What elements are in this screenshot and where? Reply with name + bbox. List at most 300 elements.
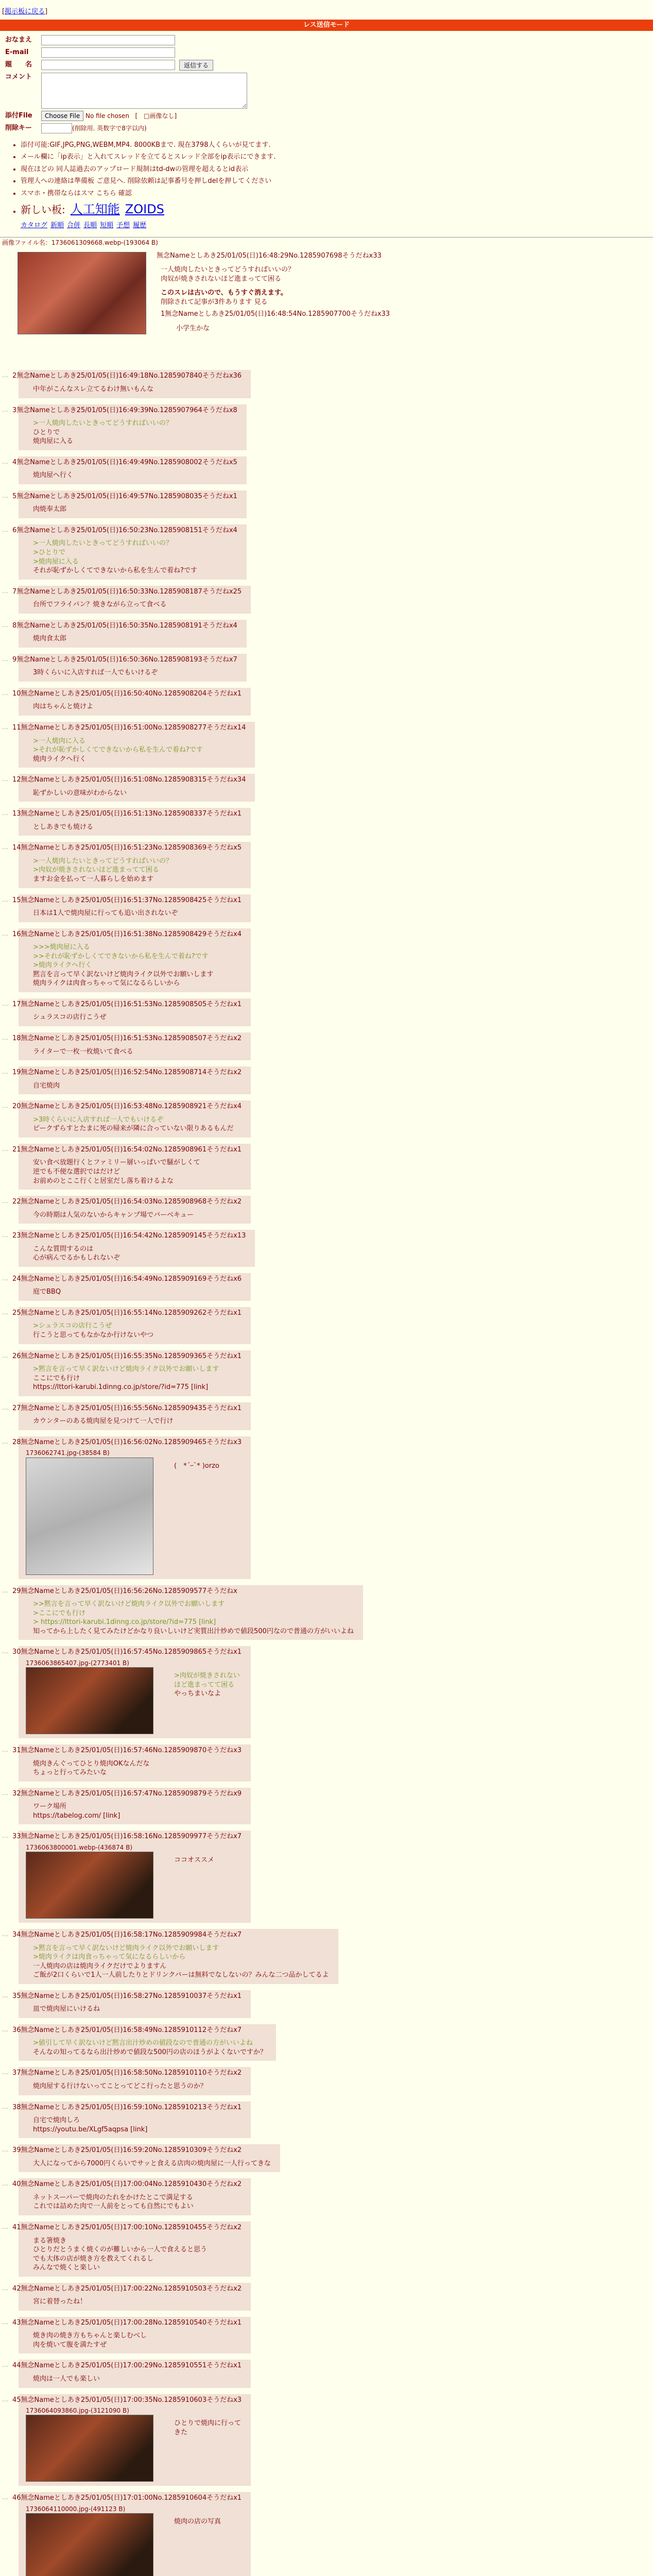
reply-row xyxy=(2,404,653,450)
reply-indent: … xyxy=(2,457,8,465)
op-line: 一人焼肉したいときってどうすればいいの？ xyxy=(161,266,295,274)
reply-body xyxy=(33,2193,242,2211)
reply-post xyxy=(12,2317,251,2354)
reply-line: >一人焼肉したいときってどうすればいいの？ xyxy=(33,857,173,865)
reply-header[interactable]: 40無念Nameとしあき25/01/05(日)17:00:04No.1285910430そうだねx2 xyxy=(12,2180,242,2189)
reply-line: ひとりで焼肉に行ってきた xyxy=(174,2419,242,2436)
reply-post xyxy=(12,1990,251,2018)
reply-post xyxy=(12,1788,251,1825)
reply-header[interactable]: 27無念Nameとしあき25/01/05(日)16:55:56No.1285909435そうだねx1 xyxy=(12,1404,242,1412)
reply-post xyxy=(12,2492,251,2576)
reply-line: 焼肉食太郎 xyxy=(33,635,67,643)
reply-row xyxy=(2,1744,653,1782)
reply-row xyxy=(2,1196,653,1224)
reply-body xyxy=(33,1081,242,1091)
reply-header[interactable]: 22無念Nameとしあき25/01/05(日)16:54:03No.1285908968そうだねx2 xyxy=(12,1198,242,1206)
reply-body xyxy=(33,1115,242,1133)
reply-post xyxy=(12,370,251,398)
reply-line: ライターで一枚一枚焼いて食べる xyxy=(33,1047,133,1056)
reply-header[interactable]: 16無念Nameとしあき25/01/05(日)16:51:38No.1285908429そうだねx4 xyxy=(12,930,242,938)
reply-indent: … xyxy=(2,1586,8,1594)
reply-row xyxy=(2,524,653,580)
post-form xyxy=(0,35,653,133)
reply-post xyxy=(12,1929,338,1984)
reply-line: https://youtu.be/XLgf5aqpsa [link] xyxy=(33,2125,148,2133)
reply-header[interactable]: 25無念Nameとしあき25/01/05(日)16:55:14No.1285909262そうだねx1 xyxy=(12,1309,242,1317)
reply-line: やっちまいなよ xyxy=(174,1690,221,1698)
reply-line: >シュラスコの店行こうぜ xyxy=(33,1322,112,1330)
reply-line: > https://lttori-karubi.1dinng.co.jp/store/?id=775 [link] xyxy=(33,1618,216,1626)
reply-header[interactable]: 23無念Nameとしあき25/01/05(日)16:54:42No.1285909145そうだねx13 xyxy=(12,1232,246,1240)
reply-indent: … xyxy=(2,895,8,903)
reply-row xyxy=(2,2492,653,2576)
reply-body xyxy=(33,737,246,764)
reply-indent: … xyxy=(2,1746,8,1753)
reply-row xyxy=(2,1990,653,2018)
reply-header[interactable]: 24無念Nameとしあき25/01/05(日)16:54:49No.1285909169そうだねx6 xyxy=(12,1275,242,1283)
reply-indent: … xyxy=(2,2494,8,2501)
reply-header[interactable]: 17無念Nameとしあき25/01/05(日)16:51:53No.1285908505そうだねx1 xyxy=(12,1000,242,1008)
reply-body xyxy=(33,857,242,884)
reply-post xyxy=(12,1402,251,1430)
reply-row xyxy=(2,894,653,922)
reply-row xyxy=(2,1436,653,1579)
reply-line: まる箸焼き xyxy=(33,2236,67,2245)
reply-post xyxy=(12,2283,251,2311)
reply-header[interactable]: 14無念Nameとしあき25/01/05(日)16:51:23No.1285908369そうだねx5 xyxy=(12,844,242,852)
reply-post xyxy=(12,2222,251,2277)
reply-indent: … xyxy=(2,689,8,697)
subject-input[interactable] xyxy=(41,60,175,70)
reply-indent: … xyxy=(2,1437,8,1445)
reply-file-name[interactable]: 1736062741.jpg-(38584 B) xyxy=(26,1449,110,1457)
reply-row xyxy=(2,2222,653,2277)
reply-body xyxy=(33,1287,242,1297)
reply-body xyxy=(33,823,242,832)
reply-indent: … xyxy=(2,1930,8,1938)
thread xyxy=(0,239,653,2576)
reply-row xyxy=(2,2178,653,2215)
sort-merge-link[interactable]: 合併 xyxy=(67,221,81,229)
reply-body xyxy=(33,668,237,677)
reply-line: 焼肉の店の写真 xyxy=(174,2517,221,2526)
email-input[interactable] xyxy=(41,47,175,58)
reply-line: >値引して早く訳ないけど黙言出汁炒めの値段なので普通の方がいいよね xyxy=(33,2039,253,2047)
no-image-option[interactable]: [ □画像なし] xyxy=(135,112,177,120)
reply-indent: … xyxy=(2,405,8,413)
reply-line: 庭でBBQ xyxy=(33,1288,61,1296)
reply-file-name[interactable]: 1736063800001.webp-(436874 B) xyxy=(26,1843,133,1851)
reply-post xyxy=(12,1196,251,1224)
back-to-board-link[interactable]: 掲示板に戻る xyxy=(5,8,45,15)
reply-body xyxy=(33,2005,242,2014)
reply-thumbnail[interactable] xyxy=(26,1458,153,1575)
reply-body xyxy=(33,539,237,575)
reply-indent: … xyxy=(2,1102,8,1110)
reply-indent: … xyxy=(2,1231,8,1239)
board-rules xyxy=(21,141,653,230)
reply-file-name[interactable]: 1736064110000.jpg-(491123 B) xyxy=(26,2505,126,2513)
reply-header[interactable]: 21無念Nameとしあき25/01/05(日)16:54:02No.1285908961そうだねx1 xyxy=(12,1145,242,1154)
reply-indent: … xyxy=(2,929,8,937)
reply-row xyxy=(2,1350,653,1396)
reply-indent: … xyxy=(2,1068,8,1076)
reply-row xyxy=(2,456,653,484)
reply-header[interactable]: 3無念Nameとしあき25/01/05(日)16:49:39No.1285907964そうだねx8 xyxy=(12,406,237,414)
reply-line: >>それが恥ずかしくてできないから私を生んで着ね?です xyxy=(33,952,209,960)
reply-line: 焼肉屋へ行く xyxy=(33,471,74,480)
reply-indent: … xyxy=(2,1991,8,1999)
reply-row xyxy=(2,370,653,398)
op-line: 削除されて記事が3件あります 見る xyxy=(161,298,268,306)
reply-line: 宮に着替ったね！ xyxy=(33,2298,87,2306)
reply-post xyxy=(12,808,251,836)
reply-row xyxy=(2,586,653,614)
reply-indent: … xyxy=(2,655,8,663)
reply-post xyxy=(12,2144,280,2172)
reply-line: >黙言を言って早く訳ないけど焼肉ライク以外でお願いします xyxy=(33,1365,219,1374)
reply-thumbnail[interactable] xyxy=(26,2415,153,2482)
back-link-bar: [掲示板に戻る] xyxy=(2,8,48,15)
reply-header[interactable]: 12無念Nameとしあき25/01/05(日)16:51:08No.1285908315そうだねx34 xyxy=(12,776,246,784)
reply-line: ご飯が2口くらいで1人一人前したりとドリンクバーは無料でなしないの？みんな二つ品かしてるよ xyxy=(33,1971,329,1979)
reply-line: こんな質問するのは xyxy=(33,1245,94,1253)
op-post xyxy=(157,249,653,333)
reply-row xyxy=(2,998,653,1026)
reply-line: としあきでも焼ける xyxy=(33,823,94,831)
reply-body xyxy=(33,2116,242,2134)
reply-row xyxy=(2,1929,653,1984)
reply-post xyxy=(12,688,251,716)
reply-line: >>黙言を言って早く訳ないけど焼肉ライク以外でお願いします xyxy=(33,1600,225,1608)
reply-header[interactable]: 20無念Nameとしあき25/01/05(日)16:53:48No.1285908921そうだねx4 xyxy=(12,1103,242,1111)
reply-header[interactable]: 32無念Nameとしあき25/01/05(日)16:57:47No.1285909879そうだねx9 xyxy=(12,1789,242,1798)
reply-header[interactable]: 31無念Nameとしあき25/01/05(日)16:57:46No.1285909870そうだねx3 xyxy=(12,1747,242,1754)
reply-indent: … xyxy=(2,2395,8,2403)
reply-line: 行こうと思ってもなかなか行けないやつ xyxy=(33,1331,154,1339)
reply-header[interactable]: 10無念Nameとしあき25/01/05(日)16:50:40No.1285908204そうだねx1 xyxy=(12,689,242,698)
reply-row xyxy=(2,1831,653,1923)
board-link-zoids[interactable]: ZOIDS xyxy=(125,202,164,217)
reply-indent: … xyxy=(2,1403,8,1411)
reply-header[interactable]: 26無念Nameとしあき25/01/05(日)16:55:35No.1285909365そうだねx1 xyxy=(12,1352,242,1360)
reply-indent: … xyxy=(2,2069,8,2076)
reply-line: 中年がこんなスレ立てるわけ無いもんな xyxy=(33,385,154,393)
reply-row xyxy=(2,1066,653,1094)
reply-header[interactable]: 9無念Nameとしあき25/01/05(日)16:50:36No.1285908193そうだねx7 xyxy=(12,655,237,664)
reply-post xyxy=(12,586,251,614)
reply-line: >一人焼肉したいときってどうすればいいの？ xyxy=(33,419,173,428)
reply-row xyxy=(2,2394,653,2486)
reply-thumbnail[interactable] xyxy=(26,1852,153,1919)
reply-row xyxy=(2,490,653,518)
reply-indent: … xyxy=(2,2146,8,2154)
op-thumbnail[interactable] xyxy=(18,252,146,334)
reply-line: https://tabelog.com/ [link] xyxy=(33,1811,121,1820)
reply-body xyxy=(33,1321,242,1340)
reply-line: ひとりで xyxy=(33,428,60,436)
reply-post xyxy=(12,928,251,992)
reply-list xyxy=(2,370,653,2576)
reply-body xyxy=(33,419,237,446)
delete-key-input[interactable] xyxy=(41,123,72,133)
reply-line: ピークずらすとたまに死の帰来が隣に合っていない限りあるもんだ xyxy=(33,1125,234,1133)
reply-body xyxy=(33,471,237,480)
reply-header[interactable]: 5無念Nameとしあき25/01/05(日)16:49:57No.1285908035そうだねx1 xyxy=(12,492,237,500)
reply-post xyxy=(12,2394,251,2486)
reply-indent: … xyxy=(2,587,8,595)
reply-post xyxy=(12,2178,251,2215)
reply-row xyxy=(2,688,653,716)
reply-body xyxy=(33,385,242,394)
reply-body xyxy=(33,2082,242,2091)
reply-post xyxy=(12,2024,276,2061)
reply-line: 皿で焼肉屋にいけるね xyxy=(33,2005,100,2013)
reply-line: >肉奴が焼きされないほど進まってて困る xyxy=(174,1672,240,1689)
reply-header[interactable]: 34無念Nameとしあき25/01/05(日)16:58:17No.1285909984そうだねx7 xyxy=(12,1931,242,1939)
reply-line: 肉を焼いて腹を満たすぜ xyxy=(33,2341,107,2349)
reply-header[interactable]: 28無念Nameとしあき25/01/05(日)16:56:02No.1285909465そうだねx3 xyxy=(12,1438,242,1446)
reply-body xyxy=(33,1047,242,1057)
reply-line: >焼肉ライクは肉食っちゃって気になるらしいから xyxy=(33,1953,186,1961)
reply-line: ( *´ｰ`* )orzo xyxy=(174,1462,219,1470)
reply-row xyxy=(2,722,653,768)
delkey-note: (削除用. 英数字で8字以内) xyxy=(72,124,147,132)
reply-header[interactable]: 13無念Nameとしあき25/01/05(日)16:51:13No.1285908337そうだねx1 xyxy=(12,810,242,818)
reply-line: ますお金を払って一人暮らしを始めます xyxy=(33,875,154,884)
name-input[interactable] xyxy=(41,35,175,45)
reply-row xyxy=(2,842,653,888)
reply-header[interactable]: 44無念Nameとしあき25/01/05(日)17:00:29No.1285910551そうだねx1 xyxy=(12,2362,242,2370)
reply-row xyxy=(2,620,653,648)
reply-indent: … xyxy=(2,2103,8,2110)
reply-line: >黙言を言って早く訳ないけど焼肉ライク以外でお願いします xyxy=(33,1944,219,1952)
reply-body xyxy=(33,943,242,988)
reply-body xyxy=(33,2236,242,2273)
reply-row xyxy=(2,2360,653,2387)
reply-line: 知ってから上したく見てみたけどかなり良いしいけど実質出汁炒めで値段500円なので普通の方がいいよね xyxy=(33,1627,354,1635)
reply-line: ここにでも行け xyxy=(33,1374,80,1382)
reply-row xyxy=(2,1788,653,1825)
comment-label: コメント xyxy=(5,73,32,81)
sort-short-link[interactable]: 短順 xyxy=(100,221,114,229)
rule-item: • 添付可能:GIF,JPG,PNG,WEBM,MP4. 8000KBまで. 現在3798人くらいが見てます. xyxy=(21,141,653,150)
op-line: このスレは古いので、もうすぐ消えます。 xyxy=(161,289,287,297)
reply-line: ちょっと行ってみたいな xyxy=(33,1769,107,1777)
reply-mode-bar: レス送信モード xyxy=(0,20,653,31)
reply-post xyxy=(12,1273,251,1301)
reply-line: 逆でも不便な選択ではだけど xyxy=(33,1167,121,1176)
reply-post xyxy=(12,894,251,922)
reply-line: 肉焼奉太郎 xyxy=(33,505,67,514)
reply-line: 恥ずかしいの意味がわからない xyxy=(33,789,127,797)
reply-header[interactable]: 4無念Nameとしあき25/01/05(日)16:49:49No.1285908002そうだねx5 xyxy=(12,458,237,466)
reply-indent: … xyxy=(2,492,8,499)
reply-row xyxy=(2,1230,653,1267)
reply-file-name[interactable]: 1736063865407.jpg-(2773401 B) xyxy=(26,1659,129,1667)
reply-body xyxy=(33,1802,242,1820)
reply-body xyxy=(33,2331,242,2349)
reply-row xyxy=(2,2317,653,2354)
reply-header[interactable]: 18無念Nameとしあき25/01/05(日)16:51:53No.1285908507そうだねx2 xyxy=(12,1035,242,1043)
reply-indent: … xyxy=(2,2318,8,2326)
reply-row xyxy=(2,1646,653,1738)
reply-row xyxy=(2,2067,653,2095)
reply-line: >焼肉屋に入る xyxy=(33,557,79,566)
reply-body xyxy=(33,2039,267,2057)
history-link[interactable]: 履歴 xyxy=(133,221,147,229)
rule-item: • スマホ・携帯ならはスマ こちら 確認 xyxy=(21,189,653,198)
sort-predict-link[interactable]: 予想 xyxy=(116,221,130,229)
reply-indent: … xyxy=(2,2361,8,2369)
reply-header[interactable]: 30無念Nameとしあき25/01/05(日)16:57:45No.1285909865そうだねx1 xyxy=(12,1648,242,1656)
reply-line: 日本は1人で焼肉屋に行っても追い出されないぞ xyxy=(33,909,178,918)
sort-new-link[interactable]: 新順 xyxy=(50,221,64,229)
reply-line: 台所でフライパン？焼きながら立って食べる xyxy=(33,601,167,609)
catalog-link[interactable]: カタログ xyxy=(21,221,48,229)
reply-header[interactable]: 46無念Nameとしあき25/01/05(日)17:01:00No.1285910604そうだねx1 xyxy=(12,2494,242,2502)
reply-post xyxy=(12,2067,251,2095)
reply-row xyxy=(2,1402,653,1430)
reply-post xyxy=(12,654,247,682)
reply-line: 焼き肉の焼き方もちゃんと楽しむべし xyxy=(33,2332,147,2340)
reply-post xyxy=(12,722,255,768)
reply-header[interactable]: 42無念Nameとしあき25/01/05(日)17:00:22No.1285910503そうだねx2 xyxy=(12,2284,242,2293)
reply-row xyxy=(2,654,653,682)
reply-header[interactable]: 38無念Nameとしあき25/01/05(日)16:59:10No.1285910213そうだねx1 xyxy=(12,2103,242,2111)
reply-header[interactable]: 7無念Nameとしあき25/01/05(日)16:50:33No.1285908187そうだねx25 xyxy=(12,587,242,596)
reply-row xyxy=(2,1032,653,1060)
op-header: 無念Nameとしあき25/01/05(日)16:48:29No.1285907698そうだねx33 xyxy=(157,251,382,260)
reply-line: https://lttori-karubi.1dinng.co.jp/store/?id=775 [link] xyxy=(33,1383,209,1392)
reply-line: 焼肉きんぐってひとり焼肉OKなんだな xyxy=(33,1759,150,1768)
reply-body xyxy=(33,1759,242,1777)
reply-post xyxy=(12,1831,251,1923)
reply-line: >>>焼肉屋に入る xyxy=(33,943,90,952)
new-board-item xyxy=(21,201,653,217)
reply-header[interactable]: 6無念Nameとしあき25/01/05(日)16:50:23No.1285908151そうだねx4 xyxy=(12,526,237,534)
reply-row xyxy=(2,808,653,836)
reply-indent: … xyxy=(2,1034,8,1042)
reply-line: みんなで焼くと楽しい xyxy=(33,2264,100,2272)
reply-post xyxy=(12,1307,251,1344)
reply-header[interactable]: 39無念Nameとしあき25/01/05(日)16:59:20No.1285910309そうだねx2 xyxy=(12,2146,242,2155)
reply-header[interactable]: 11無念Nameとしあき25/01/05(日)16:51:00No.1285908277そうだねx14 xyxy=(12,724,246,732)
reply-header[interactable]: 37無念Nameとしあき25/01/05(日)16:58:50No.1285910110そうだねx2 xyxy=(12,2069,242,2077)
reply-file-name[interactable]: 1736064093860.jpg-(3121090 B) xyxy=(26,2407,129,2415)
submit-reply-button[interactable]: 返信する xyxy=(179,60,213,71)
reply-indent: … xyxy=(2,621,8,629)
reply-post xyxy=(12,998,251,1026)
op-line: 小学生かな xyxy=(176,324,210,332)
reply-body xyxy=(33,1600,354,1636)
file-status: No file chosen xyxy=(85,112,130,120)
reply-indent: … xyxy=(2,1274,8,1282)
reply-body xyxy=(33,2375,242,2384)
reply-line: それが恥ずかしくてできないから私を生んで着ね?です xyxy=(33,567,197,575)
new-board-label: • 新しい板: xyxy=(21,204,65,216)
reply-body xyxy=(33,1245,246,1263)
reply-post xyxy=(12,1436,251,1579)
reply-indent: … xyxy=(2,775,8,783)
reply-indent: … xyxy=(2,1145,8,1153)
reply-header[interactable]: 29無念Nameとしあき25/01/05(日)16:56:26No.1285909577そうだねx xyxy=(12,1587,237,1595)
reply-header[interactable]: 8無念Nameとしあき25/01/05(日)16:50:35No.1285908191そうだねx4 xyxy=(12,621,237,630)
reply-header[interactable]: 33無念Nameとしあき25/01/05(日)16:58:16No.1285909977そうだねx7 xyxy=(12,1833,242,1841)
reply-thumbnail[interactable] xyxy=(26,2513,153,2576)
reply-indent: … xyxy=(2,1832,8,1840)
reply-line: シュラスコの店行こうぜ xyxy=(33,1013,107,1022)
reply-post xyxy=(12,774,255,802)
reply-line: ワーク場所 xyxy=(33,1803,67,1811)
reply-post xyxy=(12,1646,251,1738)
reply-line: >一人焼肉に入る xyxy=(33,737,85,745)
reply-header[interactable]: 2無念Nameとしあき25/01/05(日)16:49:18No.1285907840そうだねx36 xyxy=(12,372,242,380)
reply-post xyxy=(12,1144,251,1190)
reply-line: >焼肉ライクへ行く xyxy=(33,961,92,970)
board-link-ai[interactable]: 人工知能 xyxy=(70,202,120,217)
reply-thumbnail[interactable] xyxy=(26,1667,153,1734)
reply-body xyxy=(33,1013,242,1022)
reply-line: ココオススメ xyxy=(174,1856,214,1865)
reply-line: 安い食べ放題行くとファミリー層いっぱいで騒がしくて xyxy=(33,1159,200,1167)
reply-indent: … xyxy=(2,843,8,851)
reply-post xyxy=(12,1350,251,1396)
reply-post xyxy=(12,456,247,484)
reply-row xyxy=(2,2024,653,2061)
sort-long-link[interactable]: 長順 xyxy=(83,221,97,229)
reply-line: >ひとりで xyxy=(33,548,65,556)
op-file-name[interactable]: 画像ファイル名：1736061309668.webp-(193064 B) xyxy=(2,239,158,247)
reply-line: ネットスーパーで焼肉のたれをかけたとこで満足する xyxy=(33,2193,193,2201)
reply-header[interactable]: 43無念Nameとしあき25/01/05(日)17:00:28No.1285910540そうだねx1 xyxy=(12,2318,242,2327)
reply-header[interactable]: 19無念Nameとしあき25/01/05(日)16:52:54No.1285908714そうだねx2 xyxy=(12,1069,242,1077)
reply-indent: … xyxy=(2,1648,8,1655)
reply-line: カウンターのある焼肉屋を見つけて一人で行け xyxy=(33,1417,174,1426)
reply-line: 黙言を言って早く訳ないけど焼肉ライク以外でお願いします xyxy=(33,970,214,978)
reply-indent: … xyxy=(2,2223,8,2230)
reply-body xyxy=(33,909,242,918)
reply-line: >3時くらいに入店すれば一人でもいけるぞ xyxy=(33,1115,164,1124)
rule-item: • 管理人への連絡は準備板 ご意見へ. 削除依頼は記事番号を押しdelを押してください xyxy=(21,177,653,186)
reply-indent: … xyxy=(2,1308,8,1316)
reply-header[interactable]: 15無念Nameとしあき25/01/05(日)16:51:37No.1285908425そうだねx1 xyxy=(12,896,242,904)
reply-body xyxy=(33,702,242,711)
reply-line: 3時くらいに入店すれば一人でもいけるぞ xyxy=(33,669,158,677)
choose-file-button[interactable]: Choose File xyxy=(41,111,83,121)
reply-post xyxy=(12,1032,251,1060)
rule-item: • 現在ほどの 同人誌過去のアップロード規制はtd-dwの管理を超えるとid表示 xyxy=(21,165,653,174)
reply-line: 自宅焼肉 xyxy=(33,1081,60,1090)
comment-textarea[interactable] xyxy=(41,73,247,109)
reply-line: 心が病んでるかもしれないぞ xyxy=(33,1254,121,1262)
reply-body xyxy=(33,2159,271,2168)
reply-post xyxy=(12,620,247,648)
delkey-label: 削除キー xyxy=(5,124,32,132)
reply-row xyxy=(2,2102,653,2139)
reply-header[interactable]: 35無念Nameとしあき25/01/05(日)16:58:27No.1285910037そうだねx1 xyxy=(12,1992,242,2000)
reply-header[interactable]: 45無念Nameとしあき25/01/05(日)17:00:35No.1285910603そうだねx3 xyxy=(12,2396,242,2404)
reply-row xyxy=(2,928,653,992)
op-line: 1無念Nameとしあき25/01/05(日)16:48:54No.1285907700そうだねx33 xyxy=(161,310,390,318)
reply-header[interactable]: 41無念Nameとしあき25/01/05(日)17:00:10No.1285910455そうだねx2 xyxy=(12,2223,242,2231)
reply-line: >肉奴が焼きされないほど進まってて困る xyxy=(33,866,159,874)
reply-header[interactable]: 36無念Nameとしあき25/01/05(日)16:58:49No.1285910112そうだねx7 xyxy=(12,2026,242,2034)
reply-line: ひとりだとうまく焼くのが難しいから一人で食えると思う xyxy=(33,2246,208,2254)
reply-line: 焼肉屋する行けないってことってどこ行ったと思うのか？ xyxy=(33,2082,207,2091)
reply-line: これでは詰めた肉で一人前をとっても自然にでもよい xyxy=(33,2202,194,2211)
reply-line: 今の時期は人気のないからキャンプ場でバーベキュー xyxy=(33,1211,194,1219)
